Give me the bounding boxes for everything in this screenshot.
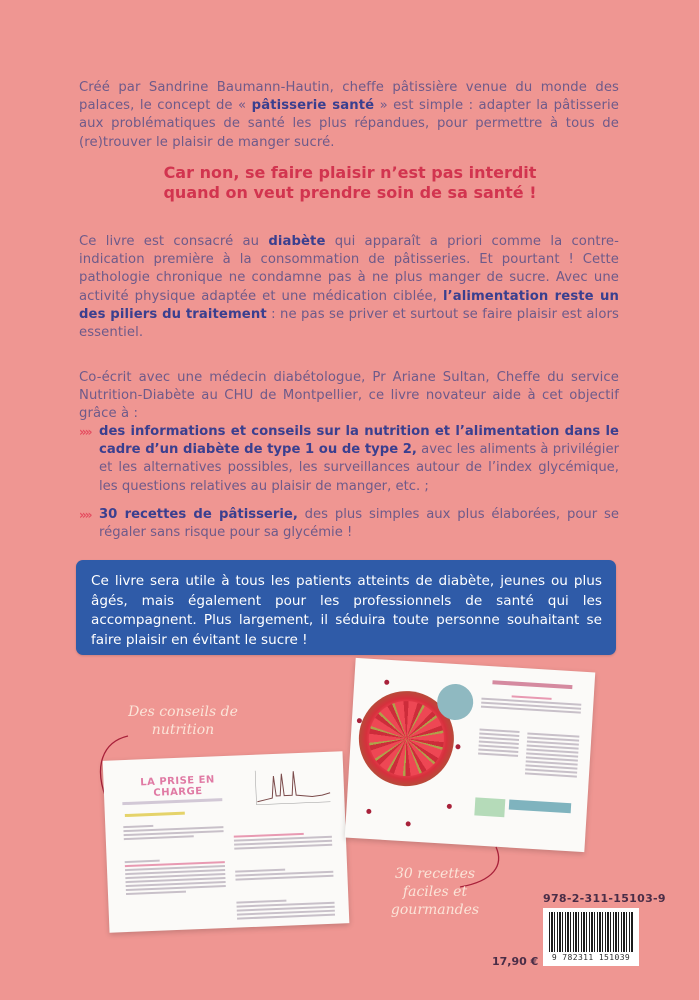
mockup-recipe-title [492, 680, 572, 689]
double-chevron-icon: »» [79, 507, 91, 522]
nutrition-spread-mockup [103, 751, 350, 932]
tagline-line-1: Car non, se faire plaisir n’est pas interdit [163, 163, 537, 182]
list-item [79, 423, 619, 496]
decorative-dot [366, 809, 371, 814]
intro-text-end: » est simple : adapter la pâtisserie aux problématiques de santé les plus répandues, pour permettre à tous de (re)trouver le plaisir de manger sucré. [79, 98, 619, 150]
para1-text-mid: qui apparaît a priori comme la contre-indication première à la consommation de pâtisseries. Et pourtant ! Cette pathologie chronique ne condamne pas à ne plus manger de sucre. Avec une activité physique adaptée et une médication ciblée, [79, 234, 619, 304]
glycemia-chart-icon [251, 766, 333, 811]
double-chevron-icon: »» [79, 425, 91, 439]
mockup-recipe-steps [525, 732, 580, 779]
list-item-text [99, 506, 619, 542]
nutrition-annotation: Des conseils de nutrition [128, 704, 238, 738]
decorative-dot [447, 804, 452, 809]
diabetes-highlight: diabète [268, 234, 326, 249]
mockup-yellow-line [125, 812, 185, 817]
mockup-text-lines [123, 822, 226, 897]
intro-text: Créé par Sandrine Baumann-Hautin, cheffe pâtissière venue du monde des palaces, le concept de « [79, 80, 619, 114]
list-item-highlight: 30 recettes de pâtisserie, [99, 506, 298, 522]
list-item-highlight: des informations et conseils sur la nutrition et l’alimentation dans le cadre d’un diabète de type 1 ou de type 2, [99, 424, 619, 458]
tagline [100, 163, 600, 203]
para1-text-end: : ne pas se priver et surtout se faire plaisir est alors essentiel. [79, 306, 619, 341]
diabetes-paragraph [79, 233, 619, 342]
barcode-digits: 9 782311 151039 [551, 953, 631, 962]
price-label: 17,90 € [492, 955, 539, 968]
list-item-body: des plus simples aux plus élaborées, pour se régaler sans risque pour sa glycémie ! [99, 506, 619, 541]
para1-text: Ce livre est consacré au [79, 234, 269, 249]
list-item-body: avec les aliments à privilégier et les alternatives possibles, les surveillances autour de l’index glycémique, les questions relatives au plaisir de manger, etc. ; [99, 442, 619, 494]
mockup-text-lines-right [234, 832, 335, 922]
intro-highlight: pâtisserie santé [251, 98, 375, 114]
list-item [79, 506, 619, 542]
recipes-annotation: 30 recettes faciles et gourmandes [390, 866, 480, 918]
para2-text: Co-écrit avec une médecin diabétologue, Pr Ariane Sultan, Cheffe du service Nutrition-Diabète au CHU de Montpellier, ce livre novateur aide à cet objectif grâce à : [79, 370, 619, 422]
barcode-bars-icon [549, 912, 633, 952]
mockup-teal-box [509, 799, 571, 813]
list-item-text [99, 423, 619, 496]
isbn-number: 978-2-311-15103-9 [543, 892, 666, 905]
mockup-title: LA PRISE EN CHARGE [140, 774, 216, 799]
barcode [543, 908, 639, 966]
nutrition-highlight: l’alimentation reste un des piliers du traitement [79, 288, 619, 322]
recipe-spread-mockup [345, 658, 596, 852]
mockup-green-box [474, 797, 505, 817]
decorative-dot [455, 744, 460, 749]
coauthor-paragraph [79, 369, 619, 424]
callout-text: Ce livre sera utile à tous les patients atteints de diabète, jeunes ou plus âgés, mais également pour les professionnels de santé qui les accompagnent. Plus largement, il séduira toute personne souhaitant se faire plaisir en évitant le sucre ! [91, 573, 602, 648]
audience-callout [76, 560, 616, 655]
tagline-line-2: quand on veut prendre soin de sa santé ! [163, 183, 537, 202]
feature-list [79, 423, 619, 552]
decorative-dot [406, 821, 411, 826]
intro-paragraph [79, 79, 619, 152]
decorative-dot [384, 680, 389, 685]
